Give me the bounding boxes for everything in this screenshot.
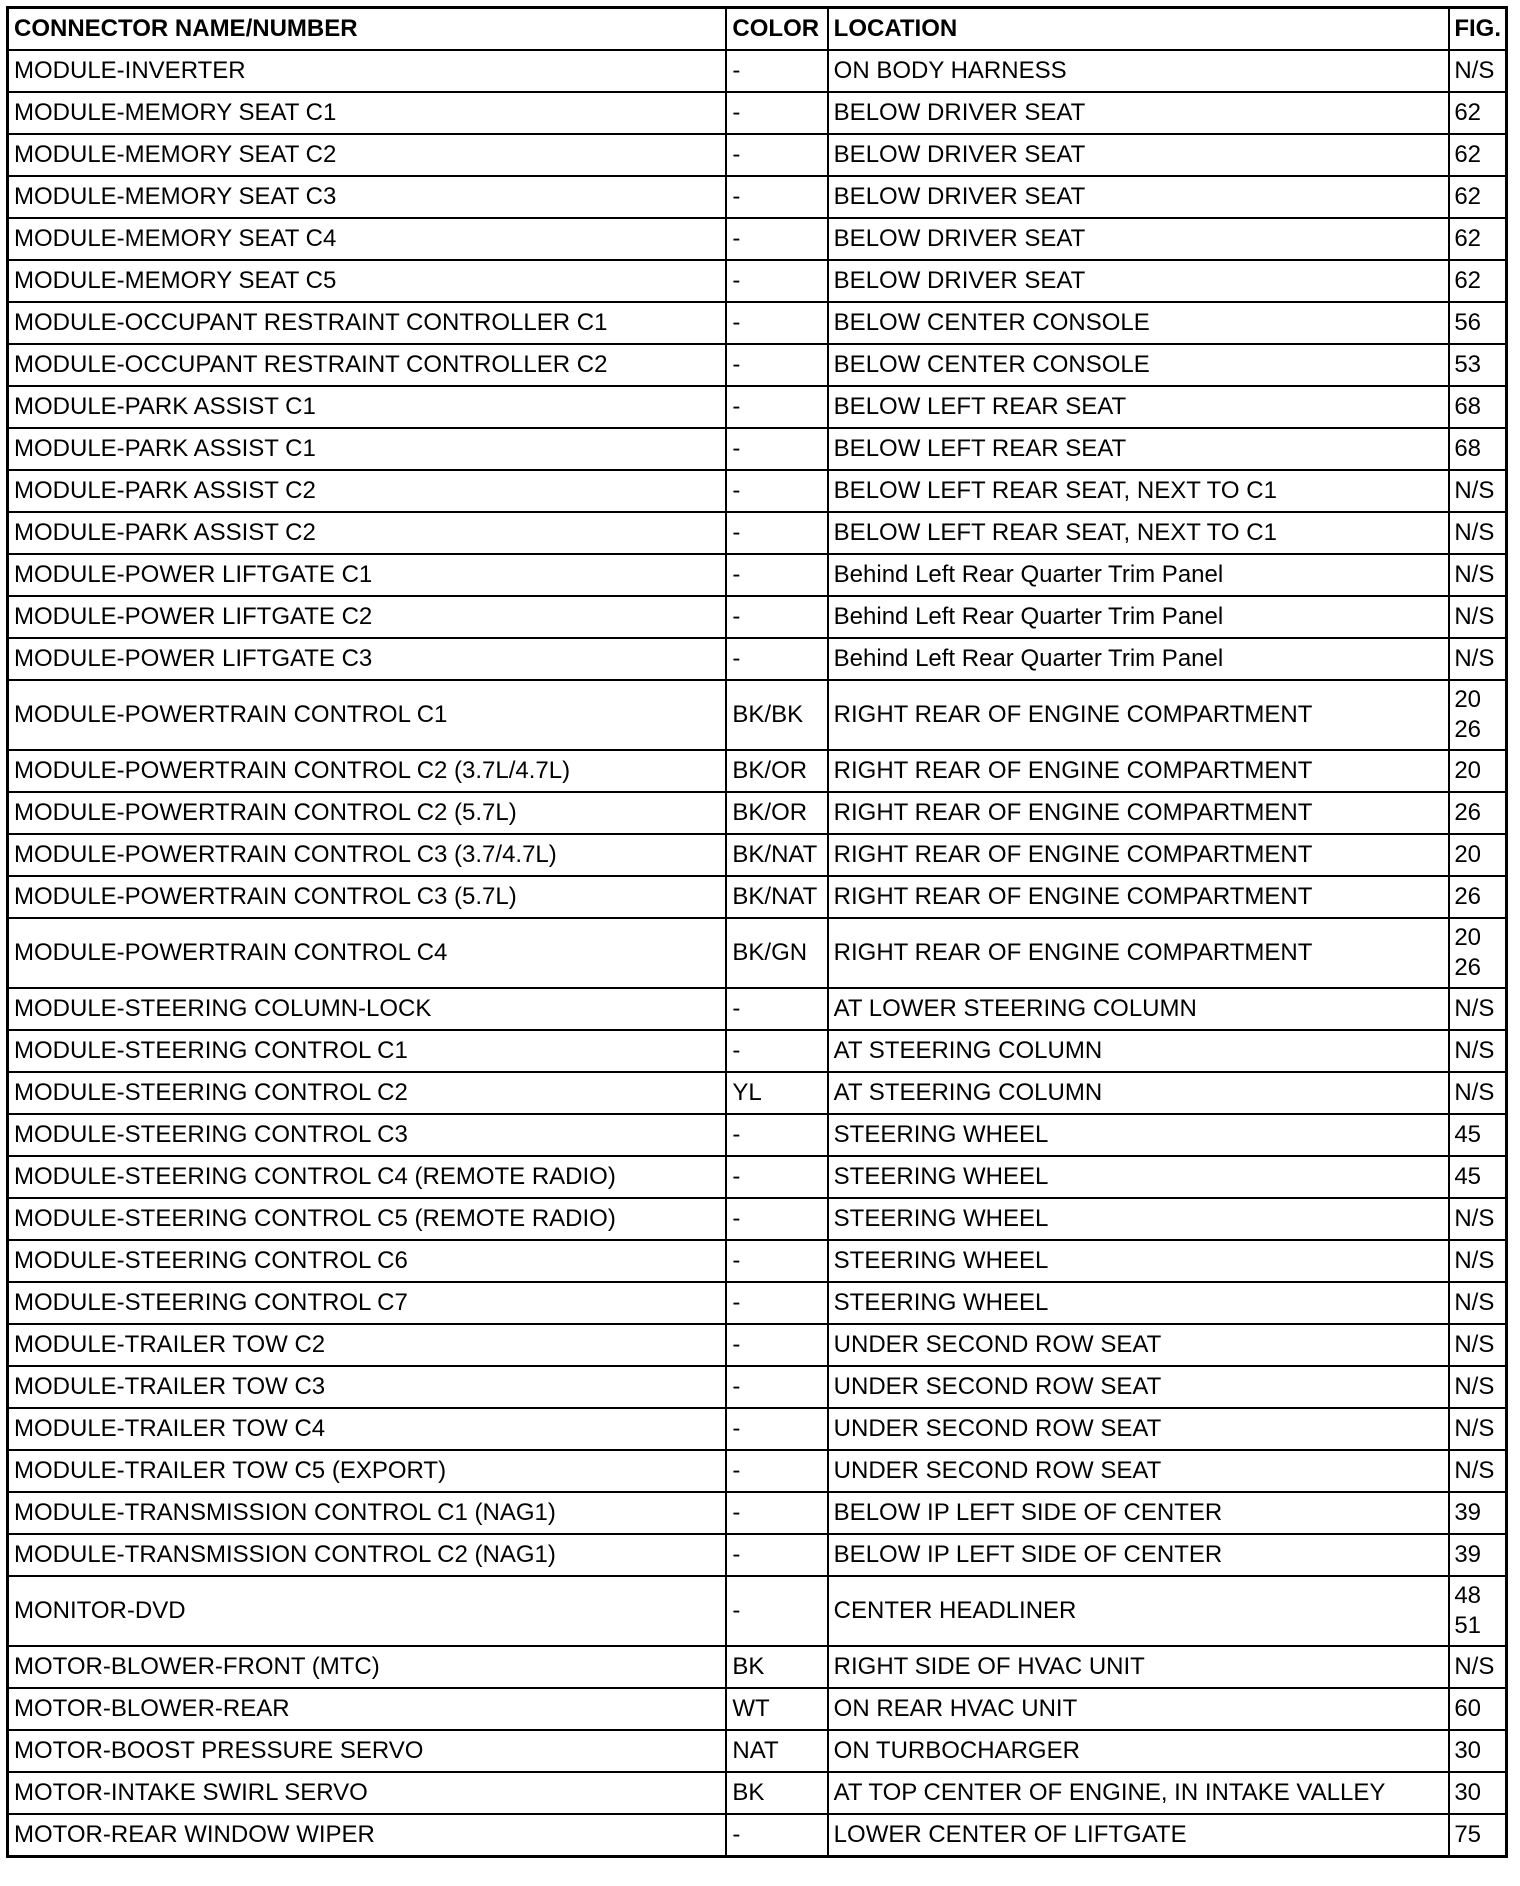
col-header-color: COLOR	[726, 8, 827, 51]
table-row	[8, 386, 1507, 428]
cell-location: BELOW LEFT REAR SEAT, NEXT TO C1	[828, 470, 1450, 512]
cell-connector-name: MODULE-STEERING CONTROL C5 (REMOTE RADIO)	[8, 1198, 727, 1240]
cell-fig: 75	[1449, 1814, 1506, 1857]
cell-fig: 62	[1449, 260, 1506, 302]
cell-location: RIGHT REAR OF ENGINE COMPARTMENT	[828, 680, 1450, 750]
table-row	[8, 1156, 1507, 1198]
cell-connector-name: MODULE-PARK ASSIST C2	[8, 470, 727, 512]
cell-color: -	[726, 470, 827, 512]
cell-fig: 26	[1449, 876, 1506, 918]
cell-location: UNDER SECOND ROW SEAT	[828, 1366, 1450, 1408]
cell-color: -	[726, 134, 827, 176]
cell-fig: N/S	[1449, 470, 1506, 512]
cell-color: -	[726, 596, 827, 638]
table-row	[8, 1576, 1507, 1646]
cell-fig: N/S	[1449, 1282, 1506, 1324]
table-row	[8, 1534, 1507, 1576]
cell-location: Behind Left Rear Quarter Trim Panel	[828, 638, 1450, 680]
cell-fig: 39	[1449, 1534, 1506, 1576]
col-header-fig: FIG.	[1449, 8, 1506, 51]
cell-connector-name: MOTOR-BLOWER-FRONT (MTC)	[8, 1646, 727, 1688]
cell-connector-name: MODULE-INVERTER	[8, 50, 727, 92]
cell-location: AT LOWER STEERING COLUMN	[828, 988, 1450, 1030]
cell-connector-name: MODULE-STEERING CONTROL C2	[8, 1072, 727, 1114]
cell-connector-name: MODULE-TRAILER TOW C3	[8, 1366, 727, 1408]
cell-color: -	[726, 1282, 827, 1324]
cell-location: UNDER SECOND ROW SEAT	[828, 1408, 1450, 1450]
cell-fig: N/S	[1449, 1072, 1506, 1114]
table-row	[8, 596, 1507, 638]
cell-location: STEERING WHEEL	[828, 1240, 1450, 1282]
cell-color: -	[726, 1198, 827, 1240]
cell-fig: 62	[1449, 176, 1506, 218]
cell-fig: 20	[1449, 834, 1506, 876]
cell-location: AT STEERING COLUMN	[828, 1030, 1450, 1072]
cell-connector-name: MODULE-POWERTRAIN CONTROL C3 (3.7/4.7L)	[8, 834, 727, 876]
cell-color: BK/NAT	[726, 834, 827, 876]
cell-color: -	[726, 512, 827, 554]
col-header-name: CONNECTOR NAME/NUMBER	[8, 8, 727, 51]
cell-connector-name: MODULE-STEERING CONTROL C1	[8, 1030, 727, 1072]
cell-color: -	[726, 260, 827, 302]
cell-color: BK/BK	[726, 680, 827, 750]
table-row	[8, 134, 1507, 176]
cell-color: BK/OR	[726, 750, 827, 792]
table-row	[8, 1646, 1507, 1688]
cell-connector-name: MODULE-STEERING CONTROL C4 (REMOTE RADIO)	[8, 1156, 727, 1198]
cell-fig: 30	[1449, 1772, 1506, 1814]
cell-fig: N/S	[1449, 596, 1506, 638]
cell-location: BELOW CENTER CONSOLE	[828, 302, 1450, 344]
cell-connector-name: MODULE-MEMORY SEAT C4	[8, 218, 727, 260]
cell-location: RIGHT REAR OF ENGINE COMPARTMENT	[828, 918, 1450, 988]
table-row	[8, 176, 1507, 218]
cell-connector-name: MODULE-OCCUPANT RESTRAINT CONTROLLER C1	[8, 302, 727, 344]
table-row	[8, 260, 1507, 302]
table-row	[8, 1492, 1507, 1534]
cell-location: RIGHT REAR OF ENGINE COMPARTMENT	[828, 792, 1450, 834]
cell-location: AT STEERING COLUMN	[828, 1072, 1450, 1114]
table-row	[8, 1072, 1507, 1114]
cell-color: -	[726, 554, 827, 596]
cell-connector-name: MODULE-MEMORY SEAT C2	[8, 134, 727, 176]
cell-color: -	[726, 1114, 827, 1156]
cell-color: YL	[726, 1072, 827, 1114]
cell-location: BELOW IP LEFT SIDE OF CENTER	[828, 1492, 1450, 1534]
cell-connector-name: MODULE-PARK ASSIST C2	[8, 512, 727, 554]
cell-connector-name: MODULE-STEERING CONTROL C3	[8, 1114, 727, 1156]
cell-connector-name: MODULE-POWER LIFTGATE C2	[8, 596, 727, 638]
cell-location: UNDER SECOND ROW SEAT	[828, 1450, 1450, 1492]
cell-color: BK	[726, 1646, 827, 1688]
header-row	[8, 8, 1507, 51]
cell-color: -	[726, 1156, 827, 1198]
cell-connector-name: MODULE-STEERING COLUMN-LOCK	[8, 988, 727, 1030]
cell-location: Behind Left Rear Quarter Trim Panel	[828, 596, 1450, 638]
cell-color: -	[726, 638, 827, 680]
table-body	[8, 50, 1507, 1857]
table-row	[8, 750, 1507, 792]
cell-location: AT TOP CENTER OF ENGINE, IN INTAKE VALLEY	[828, 1772, 1450, 1814]
cell-fig: N/S	[1449, 554, 1506, 596]
table-row	[8, 470, 1507, 512]
cell-color: -	[726, 1814, 827, 1857]
cell-fig: N/S	[1449, 1450, 1506, 1492]
cell-fig: 26	[1449, 792, 1506, 834]
cell-location: UNDER SECOND ROW SEAT	[828, 1324, 1450, 1366]
connector-table	[6, 6, 1508, 1858]
table-row	[8, 918, 1507, 988]
cell-location: Behind Left Rear Quarter Trim Panel	[828, 554, 1450, 596]
table-row	[8, 344, 1507, 386]
cell-color: -	[726, 176, 827, 218]
cell-fig: 56	[1449, 302, 1506, 344]
cell-location: BELOW LEFT REAR SEAT	[828, 386, 1450, 428]
table-row	[8, 218, 1507, 260]
table-row	[8, 834, 1507, 876]
cell-fig: 20 26	[1449, 680, 1506, 750]
table-row	[8, 1324, 1507, 1366]
table-row	[8, 792, 1507, 834]
table-row	[8, 1114, 1507, 1156]
cell-color: -	[726, 1450, 827, 1492]
cell-connector-name: MONITOR-DVD	[8, 1576, 727, 1646]
cell-fig: N/S	[1449, 1366, 1506, 1408]
cell-color: WT	[726, 1688, 827, 1730]
cell-fig: 30	[1449, 1730, 1506, 1772]
cell-location: ON REAR HVAC UNIT	[828, 1688, 1450, 1730]
cell-fig: 53	[1449, 344, 1506, 386]
cell-color: BK/GN	[726, 918, 827, 988]
cell-connector-name: MODULE-TRAILER TOW C2	[8, 1324, 727, 1366]
cell-fig: N/S	[1449, 1408, 1506, 1450]
table-row	[8, 302, 1507, 344]
cell-connector-name: MODULE-POWERTRAIN CONTROL C1	[8, 680, 727, 750]
cell-connector-name: MOTOR-REAR WINDOW WIPER	[8, 1814, 727, 1857]
cell-color: BK	[726, 1772, 827, 1814]
cell-location: STEERING WHEEL	[828, 1114, 1450, 1156]
cell-location: CENTER HEADLINER	[828, 1576, 1450, 1646]
cell-connector-name: MODULE-TRAILER TOW C4	[8, 1408, 727, 1450]
cell-fig: N/S	[1449, 1198, 1506, 1240]
cell-connector-name: MODULE-POWER LIFTGATE C3	[8, 638, 727, 680]
cell-fig: N/S	[1449, 988, 1506, 1030]
cell-connector-name: MODULE-STEERING CONTROL C7	[8, 1282, 727, 1324]
cell-location: BELOW LEFT REAR SEAT	[828, 428, 1450, 470]
col-header-location: LOCATION	[828, 8, 1450, 51]
cell-location: BELOW DRIVER SEAT	[828, 218, 1450, 260]
cell-connector-name: MODULE-PARK ASSIST C1	[8, 386, 727, 428]
cell-fig: N/S	[1449, 1030, 1506, 1072]
cell-location: RIGHT REAR OF ENGINE COMPARTMENT	[828, 876, 1450, 918]
cell-connector-name: MODULE-MEMORY SEAT C5	[8, 260, 727, 302]
cell-fig: 68	[1449, 386, 1506, 428]
cell-connector-name: MODULE-POWERTRAIN CONTROL C3 (5.7L)	[8, 876, 727, 918]
cell-location: RIGHT REAR OF ENGINE COMPARTMENT	[828, 750, 1450, 792]
cell-connector-name: MODULE-MEMORY SEAT C1	[8, 92, 727, 134]
cell-color: -	[726, 50, 827, 92]
cell-connector-name: MODULE-TRANSMISSION CONTROL C1 (NAG1)	[8, 1492, 727, 1534]
cell-connector-name: MODULE-TRAILER TOW C5 (EXPORT)	[8, 1450, 727, 1492]
cell-fig: 62	[1449, 134, 1506, 176]
cell-color: -	[726, 1408, 827, 1450]
cell-connector-name: MODULE-OCCUPANT RESTRAINT CONTROLLER C2	[8, 344, 727, 386]
cell-color: -	[726, 1240, 827, 1282]
table-row	[8, 638, 1507, 680]
cell-connector-name: MODULE-MEMORY SEAT C3	[8, 176, 727, 218]
cell-connector-name: MODULE-POWER LIFTGATE C1	[8, 554, 727, 596]
cell-fig: 39	[1449, 1492, 1506, 1534]
cell-color: -	[726, 386, 827, 428]
cell-location: ON BODY HARNESS	[828, 50, 1450, 92]
table-row	[8, 680, 1507, 750]
cell-color: NAT	[726, 1730, 827, 1772]
cell-location: STEERING WHEEL	[828, 1282, 1450, 1324]
cell-fig: 20	[1449, 750, 1506, 792]
table-row	[8, 1814, 1507, 1857]
cell-location: STEERING WHEEL	[828, 1198, 1450, 1240]
cell-connector-name: MODULE-POWERTRAIN CONTROL C2 (3.7L/4.7L)	[8, 750, 727, 792]
table-row	[8, 1366, 1507, 1408]
cell-connector-name: MOTOR-INTAKE SWIRL SERVO	[8, 1772, 727, 1814]
cell-fig: N/S	[1449, 1240, 1506, 1282]
cell-fig: 45	[1449, 1156, 1506, 1198]
cell-connector-name: MODULE-POWERTRAIN CONTROL C4	[8, 918, 727, 988]
cell-fig: N/S	[1449, 638, 1506, 680]
cell-location: BELOW LEFT REAR SEAT, NEXT TO C1	[828, 512, 1450, 554]
cell-color: -	[726, 92, 827, 134]
cell-connector-name: MODULE-STEERING CONTROL C6	[8, 1240, 727, 1282]
cell-color: -	[726, 428, 827, 470]
table-row	[8, 876, 1507, 918]
cell-connector-name: MOTOR-BOOST PRESSURE SERVO	[8, 1730, 727, 1772]
cell-fig: N/S	[1449, 1324, 1506, 1366]
cell-connector-name: MOTOR-BLOWER-REAR	[8, 1688, 727, 1730]
cell-fig: 45	[1449, 1114, 1506, 1156]
table-row	[8, 92, 1507, 134]
table-row	[8, 1688, 1507, 1730]
cell-location: ON TURBOCHARGER	[828, 1730, 1450, 1772]
cell-location: LOWER CENTER OF LIFTGATE	[828, 1814, 1450, 1857]
cell-color: -	[726, 1576, 827, 1646]
cell-fig: 62	[1449, 92, 1506, 134]
cell-color: -	[726, 1030, 827, 1072]
table-row	[8, 1030, 1507, 1072]
cell-location: BELOW IP LEFT SIDE OF CENTER	[828, 1534, 1450, 1576]
cell-location: STEERING WHEEL	[828, 1156, 1450, 1198]
cell-location: RIGHT SIDE OF HVAC UNIT	[828, 1646, 1450, 1688]
table-row	[8, 554, 1507, 596]
cell-fig: 48 51	[1449, 1576, 1506, 1646]
cell-location: BELOW DRIVER SEAT	[828, 134, 1450, 176]
cell-color: -	[726, 1324, 827, 1366]
cell-connector-name: MODULE-POWERTRAIN CONTROL C2 (5.7L)	[8, 792, 727, 834]
table-row	[8, 50, 1507, 92]
cell-color: BK/NAT	[726, 876, 827, 918]
cell-fig: 20 26	[1449, 918, 1506, 988]
cell-fig: N/S	[1449, 50, 1506, 92]
cell-color: -	[726, 218, 827, 260]
cell-fig: 60	[1449, 1688, 1506, 1730]
table-row	[8, 428, 1507, 470]
cell-location: BELOW DRIVER SEAT	[828, 92, 1450, 134]
cell-location: RIGHT REAR OF ENGINE COMPARTMENT	[828, 834, 1450, 876]
table-row	[8, 1730, 1507, 1772]
cell-color: -	[726, 1534, 827, 1576]
table-row	[8, 1198, 1507, 1240]
cell-color: -	[726, 988, 827, 1030]
table-row	[8, 1772, 1507, 1814]
cell-color: -	[726, 302, 827, 344]
cell-fig: N/S	[1449, 512, 1506, 554]
cell-connector-name: MODULE-PARK ASSIST C1	[8, 428, 727, 470]
cell-color: -	[726, 1366, 827, 1408]
table-row	[8, 1240, 1507, 1282]
table-row	[8, 1450, 1507, 1492]
cell-color: -	[726, 344, 827, 386]
table-row	[8, 512, 1507, 554]
table-row	[8, 988, 1507, 1030]
cell-fig: 62	[1449, 218, 1506, 260]
cell-color: BK/OR	[726, 792, 827, 834]
cell-location: BELOW DRIVER SEAT	[828, 176, 1450, 218]
cell-color: -	[726, 1492, 827, 1534]
cell-fig: 68	[1449, 428, 1506, 470]
cell-location: BELOW CENTER CONSOLE	[828, 344, 1450, 386]
cell-fig: N/S	[1449, 1646, 1506, 1688]
cell-connector-name: MODULE-TRANSMISSION CONTROL C2 (NAG1)	[8, 1534, 727, 1576]
cell-location: BELOW DRIVER SEAT	[828, 260, 1450, 302]
table-row	[8, 1282, 1507, 1324]
table-row	[8, 1408, 1507, 1450]
